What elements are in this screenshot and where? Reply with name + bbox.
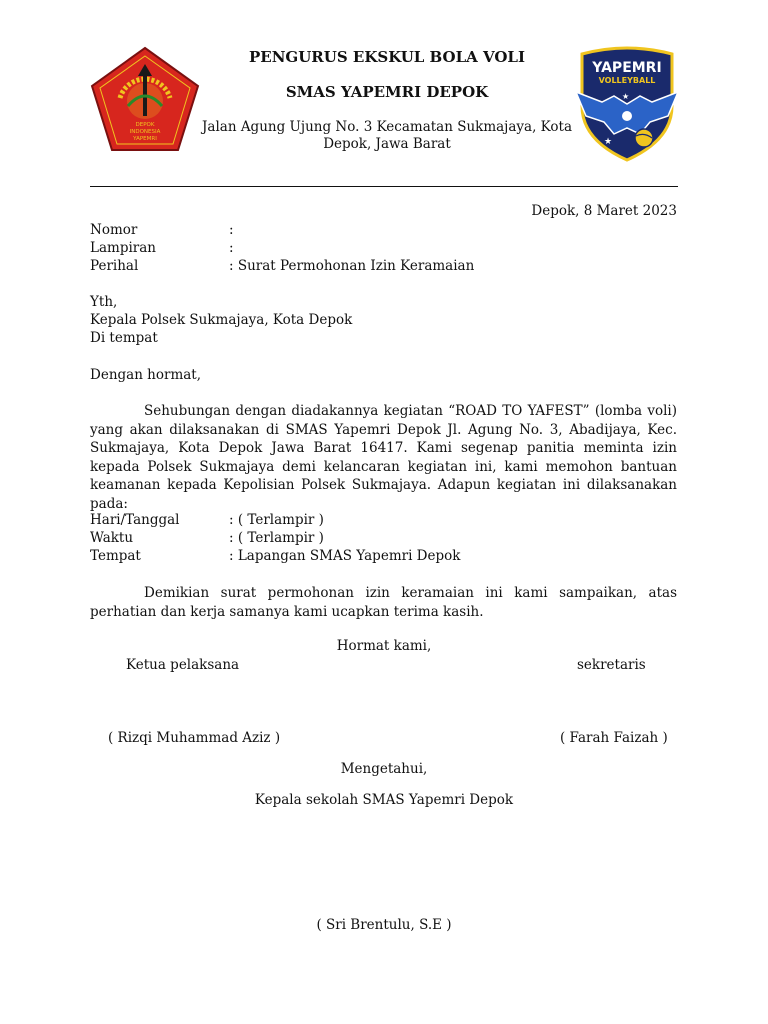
signer-name-secretary: ( Farah Faizah ) — [560, 730, 668, 746]
event-value-time: : ( Terlampir ) — [229, 530, 324, 546]
signer-role-secretary: sekretaris — [577, 657, 646, 673]
emblem-text-depok: DEPOK — [135, 122, 155, 128]
event-value-date: : ( Terlampir ) — [229, 512, 324, 528]
volleyball-team-logo — [574, 44, 680, 162]
body-paragraph: Sehubungan dengan diadakannya kegiatan “ROAD TO YAFEST” (lomba voli) yang akan dilaksanakan di SMAS Yapemri Depok Jl. Agung No. 3, Abadijaya, Kec. Sukmajaya, Kota Depok Jawa Barat 16417. Kami segenap panitia meminta izin kepada Polsek Sukmajaya demi kelancaran kegiatan ini, kami memohon bantuan keamanan kepada Kepolisian Polsek Sukmajaya. Adapun kegiatan ini dilaksanakan pada: — [90, 403, 677, 512]
svg-text:★: ★ — [622, 92, 630, 101]
letter-date: Depok, 8 Maret 2023 — [531, 203, 677, 219]
greeting: Dengan hormat, — [90, 367, 202, 383]
principal-role: Kepala sekolah SMAS Yapemri Depok — [254, 792, 514, 808]
meta-value-nomor: : — [229, 222, 234, 238]
event-label-date: Hari/Tanggal — [90, 512, 180, 528]
signer-name-chair: ( Rizqi Muhammad Aziz ) — [108, 730, 281, 746]
emblem-text-indonesia: INDONESIA — [129, 129, 161, 135]
event-value-place: : Lapangan SMAS Yapemri Depok — [229, 548, 461, 564]
closing-paragraph: Demikian surat permohonan izin keramaian ini kami sampaikan, atas perhatian dan kerja samanya kami ucapkan terima kasih. — [90, 585, 677, 620]
event-label-place: Tempat — [90, 548, 141, 564]
regards-text: Hormat kami, — [336, 638, 432, 654]
school-emblem-logo — [90, 46, 200, 152]
event-label-time: Waktu — [90, 530, 134, 546]
meta-value-lampiran: : — [229, 240, 234, 256]
recipient-name: Kepala Polsek Sukmajaya, Kota Depok — [90, 312, 353, 328]
meta-label-lampiran: Lampiran — [90, 240, 156, 256]
meta-label-nomor: Nomor — [90, 222, 138, 238]
recipient-salutation: Yth, — [90, 294, 118, 310]
recipient-place: Di tempat — [90, 330, 158, 346]
meta-label-perihal: Perihal — [90, 258, 139, 274]
signer-role-chair: Ketua pelaksana — [126, 657, 240, 673]
team-logo-text-volleyball: VOLLEYBALL — [598, 76, 656, 85]
letterhead-org-name: PENGURUS EKSKUL BOLA VOLI — [248, 48, 525, 66]
svg-text:★: ★ — [604, 137, 613, 147]
acknowledged-text: Mengetahui, — [340, 761, 428, 777]
principal-name: ( Sri Brentulu, S.E ) — [316, 917, 452, 933]
letterhead-address: Jalan Agung Ujung No. 3 Kecamatan Sukmajaya, Kota Depok, Jawa Barat — [202, 119, 572, 152]
letterhead-divider — [90, 186, 678, 187]
emblem-text-yapemri: YAPEMRI — [133, 136, 157, 142]
team-logo-text-yapemri: YAPEMRI — [592, 60, 662, 76]
meta-value-perihal: : Surat Permohonan Izin Keramaian — [229, 258, 475, 274]
letterhead-school-name: SMAS YAPEMRI DEPOK — [285, 83, 489, 101]
